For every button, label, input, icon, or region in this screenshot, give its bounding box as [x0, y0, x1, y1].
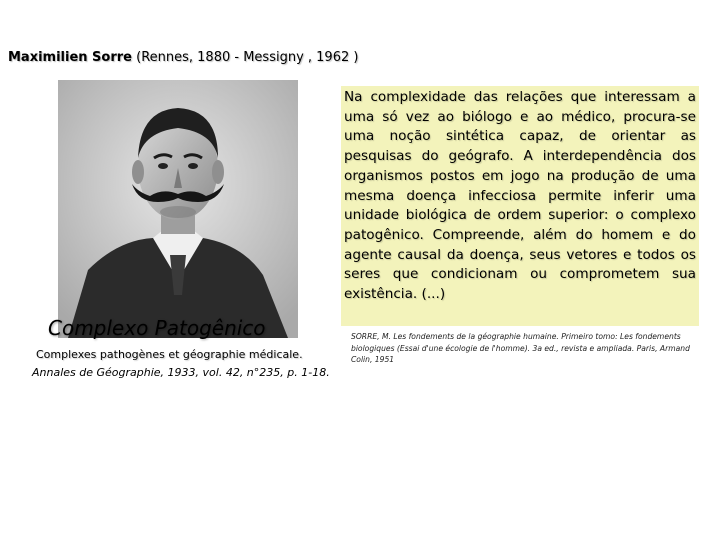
article-source: Annales de Géographie, 1933, vol. 42, n°235, p. 1-18. [32, 366, 330, 379]
person-details: (Rennes, 1880 - Messigny , 1962 ) [132, 50, 359, 65]
header [8, 50, 358, 65]
reference-citation: SORRE, M. Les fondements de la géographie humaine. Primeiro tomo: Les fondements biologiques (Essai d'une écologie de l'homme). 3a ed., revista e ampliada. Paris, Armand Colin, 1951 [351, 332, 690, 364]
quote-text: Na complexidade das relações que interessam a uma só vez ao biólogo e ao médico, procura-se uma noção sintética capaz, de orientar as pesquisas do geógrafo. A interdependência dos organismos postos em jogo na produção de uma mesma doença infecciosa permite inferir uma unidade biológica de ordem superior: o complexo patogênico. Compreende, além do homem e do agente causal da doença, seus vetores e todos os seres que condicionam ou comprometem sua existência. (...) [344, 89, 696, 303]
article-title: Complexes pathogènes et géographie médicale. [36, 348, 303, 361]
portrait-photo [58, 80, 298, 338]
quote-box [341, 86, 699, 326]
person-name: Maximilien Sorre [8, 50, 132, 65]
concept-title: Complexo Patogênico [48, 316, 266, 340]
